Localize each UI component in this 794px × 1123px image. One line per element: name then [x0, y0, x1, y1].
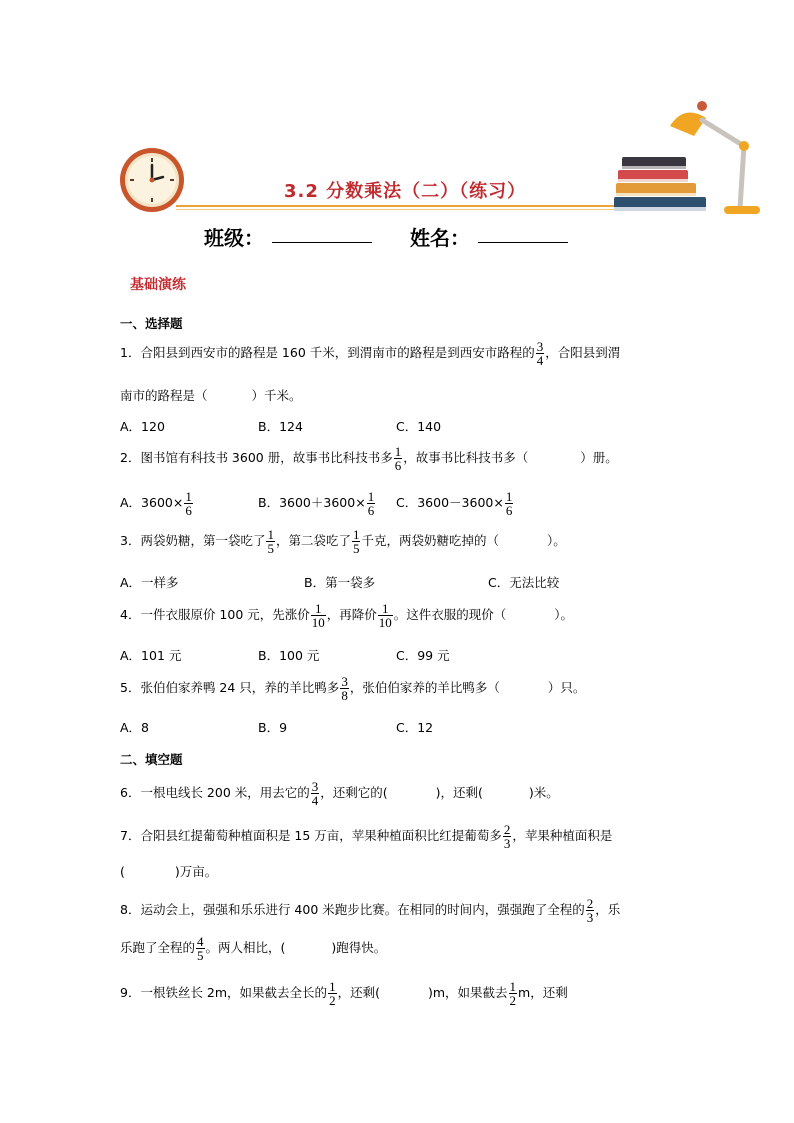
- q2-option-a[interactable]: A．3600× $\frac{1}{6}$: [120, 489, 192, 518]
- fraction: $\frac{1}{6}$: [394, 444, 402, 473]
- name-input[interactable]: [478, 220, 568, 243]
- question-1-cont: 南市的路程是（ ）千米。: [120, 388, 302, 403]
- q5-option-c[interactable]: C．12: [396, 720, 434, 735]
- class-input[interactable]: [272, 220, 372, 243]
- class-label: 班级：: [204, 226, 264, 250]
- q1-option-b[interactable]: B．124: [258, 419, 303, 434]
- clock-icon: [118, 146, 186, 214]
- question-9: 9．一根铁丝长 2m，如果截去全长的 $\frac{1}{2}$ ，还剩( )m，如果截去 $\frac{1}{2}$ m，还剩: [120, 979, 568, 1008]
- q3-option-a[interactable]: A．一样多: [120, 575, 179, 590]
- q1-option-c[interactable]: C．140: [396, 419, 442, 434]
- q4-option-c[interactable]: C．99 元: [396, 648, 450, 663]
- question-8-cont: 乐跑了全程的 $\frac{4}{5}$ 。两人相比，( )跑得快。: [120, 934, 387, 963]
- q1-option-a[interactable]: A．120: [120, 419, 165, 434]
- fraction: $\frac{3}{4}$: [536, 339, 544, 368]
- section-title: 基础演练: [130, 277, 186, 293]
- title-underline: [176, 205, 646, 207]
- q4-option-a[interactable]: A．101 元: [120, 648, 182, 663]
- name-label: 姓名：: [410, 226, 470, 250]
- question-3: 3．两袋奶糖，第一袋吃了 $\frac{1}{5}$ ，第二袋吃了 $\frac{1}{5}$ 千克，两袋奶糖吃掉的（ ）。: [120, 527, 566, 556]
- question-1: 1．合阳县到西安市的路程是 160 千米，到渭南市的路程是到西安市路程的 $\frac{3}{4}$ ，合阳县到渭: [120, 339, 621, 368]
- q3-option-c[interactable]: C．无法比较: [488, 575, 560, 590]
- q2-option-b[interactable]: B．3600＋3600× $\frac{1}{6}$: [258, 489, 375, 518]
- q4-option-b[interactable]: B．100 元: [258, 648, 320, 663]
- question-8: 8．运动会上，强强和乐乐进行 400 米跑步比赛。在相同的时间内，强强跑了全程的 $\frac{2}{3}$ ，乐: [120, 896, 621, 925]
- title-underline-thin: [176, 209, 626, 210]
- part1-heading: 一、选择题: [120, 316, 183, 331]
- question-7: 7．合阳县红提葡萄种植面积是 15 万亩，苹果种植面积比红提葡萄多 $\frac{2}{3}$ ，苹果种植面积是: [120, 822, 613, 851]
- q3-option-b[interactable]: B．第一袋多: [304, 575, 376, 590]
- question-6: 6．一根电线长 200 米，用去它的 $\frac{3}{4}$ ，还剩它的( )，还剩( )米。: [120, 779, 559, 808]
- question-2: 2．图书馆有科技书 3600 册，故事书比科技书多 $\frac{1}{6}$ ，故事书比科技书多（ ）册。: [120, 444, 618, 473]
- question-7-cont: ( )万亩。: [120, 864, 218, 879]
- part2-heading: 二、填空题: [120, 752, 183, 767]
- desk-lamp-icon: [664, 96, 764, 218]
- question-5: 5．张伯伯家养鸭 24 只，养的羊比鸭多 $\frac{3}{8}$ ，张伯伯家养的羊比鸭多（ ）只。: [120, 674, 586, 703]
- q5-option-b[interactable]: B．9: [258, 720, 288, 735]
- q5-option-a[interactable]: A．8: [120, 720, 150, 735]
- question-4: 4．一件衣服原价 100 元，先涨价 $\frac{1}{10}$ ，再降价 $\frac{1}{10}$ 。这件衣服的现价（ ）。: [120, 601, 574, 630]
- q2-option-c[interactable]: C．3600－3600× $\frac{1}{6}$: [396, 489, 513, 518]
- page-title: 3.2 分数乘法（二）（练习）: [284, 181, 527, 202]
